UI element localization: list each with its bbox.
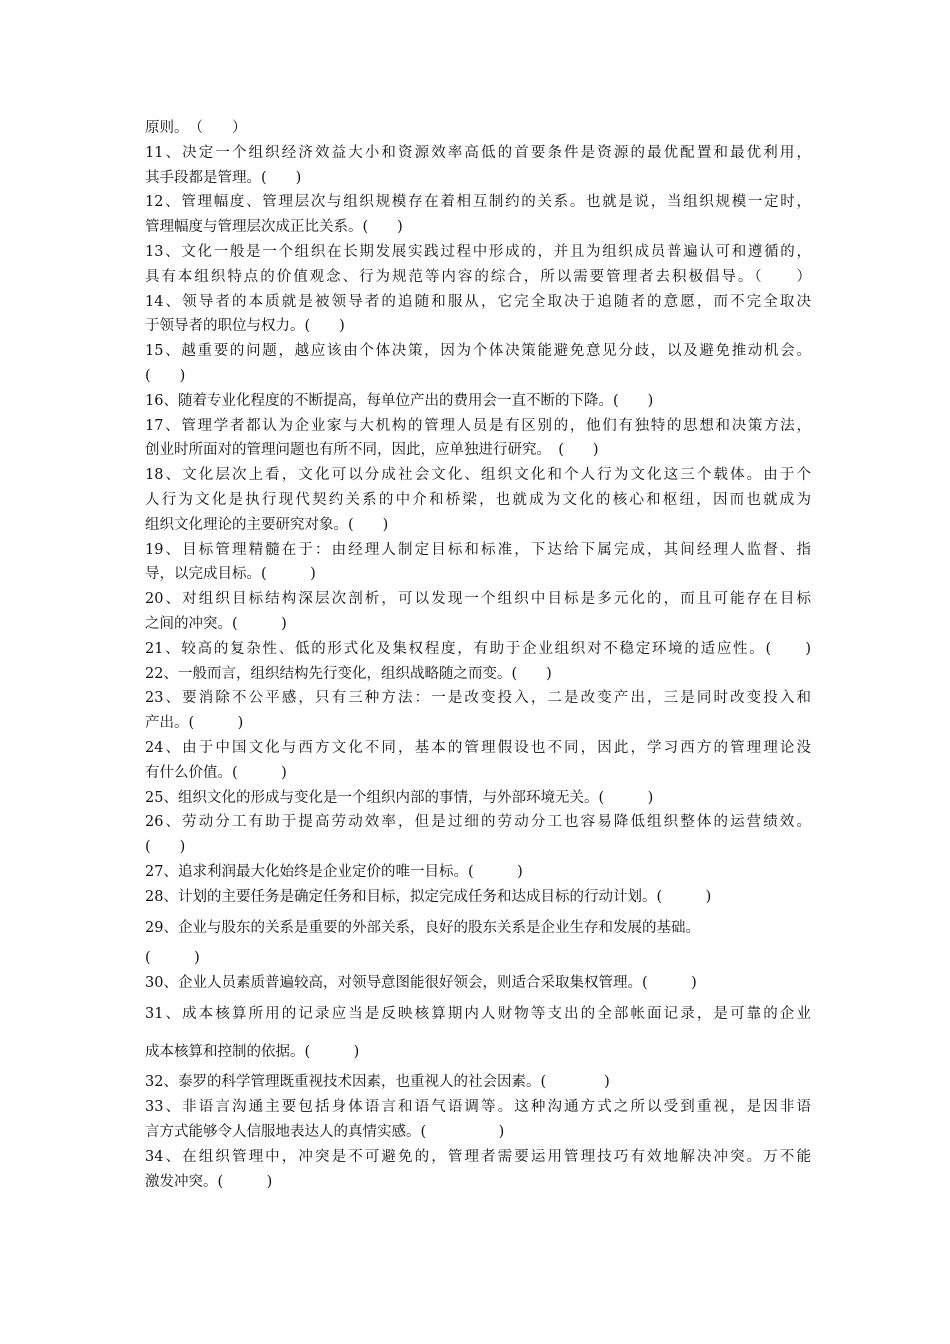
- text-line: 22、一般而言，组织结构先行变化，组织战略随之而变。( ): [145, 665, 552, 682]
- text-line: 18、文化层次上看，文化可以分成社会文化、组织文化和个人行为文化这三个载体。由于个: [145, 467, 811, 484]
- text-line: 具有本组织特点的价值观念、行为规范等内容的综合，所以需要管理者去积极倡导。（ ）: [145, 268, 811, 285]
- text-line: 16、随着专业化程度的不断提高，每单位产出的费用会一直不断的下降。( ): [145, 392, 654, 409]
- text-line: 30、企业人员素质普遍较高，对领导意图能很好领会，则适合采取集权管理。( ): [145, 975, 697, 992]
- text-line: 20、对组织目标结构深层次剖析，可以发现一个组织中目标是多元化的，而且可能存在目标: [145, 591, 811, 608]
- text-line: 成本核算和控制的依据。( ): [145, 1043, 360, 1060]
- text-line: 27、追求利润最大化始终是企业定价的唯一目标。( ): [145, 863, 523, 880]
- text-line: 于领导者的职位与权力。( ): [145, 318, 345, 335]
- text-line: ( ): [145, 950, 200, 967]
- text-line: 有什么价值。( ): [145, 764, 287, 781]
- text-line: 33、非语言沟通主要包括身体语言和语气语调等。这种沟通方式之所以受到重视，是因非语: [145, 1099, 811, 1116]
- text-line: 原则。 （ ）: [145, 120, 247, 136]
- text-line: 31、成本核算所用的记录应当是反映核算期内人财物等支出的全部帐面记录，是可靠的企业: [145, 1005, 811, 1022]
- text-line: 13、文化一般是一个组织在长期发展实践过程中形成的，并且为组织成员普遍认可和遵循的，: [145, 243, 811, 260]
- text-line: 人行为文化是执行现代契约关系的中介和桥梁，也就成为文化的核心和枢纽，因而也就成为: [145, 491, 811, 508]
- text-line: 34、在组织管理中，冲突是不可避免的，管理者需要运用管理技巧有效地解决冲突。万不能: [145, 1148, 811, 1165]
- text-line: 29、企业与股东的关系是重要的外部关系，良好的股东关系是企业生存和发展的基础。: [145, 919, 700, 936]
- text-line: 导，以完成目标。( ): [145, 566, 316, 583]
- text-line: 管理幅度与管理层次成正比关系。( ): [145, 219, 403, 236]
- text-line: 26、劳动分工有助于提高劳动效率，但是过细的劳动分工也容易降低组织整体的运营绩效。: [145, 814, 811, 831]
- text-line: ( ): [145, 839, 186, 856]
- text-line: 17、管理学者都认为企业家与大机构的管理人员是有区别的，他们有独特的思想和决策方法，: [145, 417, 811, 434]
- text-line: 32、泰罗的科学管理既重视技术因素，也重视人的社会因素。( ): [145, 1074, 610, 1091]
- text-line: 其手段都是管理。( ): [145, 169, 302, 186]
- text-line: 24、由于中国文化与西方文化不同，基本的管理假设也不同，因此，学习西方的管理理论没: [145, 739, 811, 756]
- text-line: 组织文化理论的主要研究对象。( ): [145, 516, 389, 533]
- text-line: 14、领导者的本质就是被领导者的追随和服从，它完全取决于追随者的意愿，而不完全取决: [145, 293, 811, 310]
- text-line: 之间的冲突。( ): [145, 615, 287, 632]
- text-line: 15、越重要的问题，越应该由个体决策，因为个体决策能避免意见分歧，以及避免推动机会。: [145, 343, 811, 360]
- text-line: 23、要消除不公平感，只有三种方法：一是改变投入，二是改变产出，三是同时改变投入和: [145, 690, 811, 707]
- text-line: 28、计划的主要任务是确定任务和目标，拟定完成任务和达成目标的行动计划。( ): [145, 888, 712, 905]
- text-line: 11、决定一个组织经济效益大小和资源效率高低的首要条件是资源的最优配置和最优利用，: [145, 144, 811, 161]
- text-line: 创业时所面对的管理问题也有所不同，因此，应单独进行研究。 ( ): [145, 442, 599, 459]
- document-body: [145, 116, 811, 1194]
- text-line: 25、组织文化的形成与变化是一个组织内部的事情，与外部环境无关。( ): [145, 789, 654, 806]
- text-line: 激发冲突。( ): [145, 1173, 273, 1190]
- text-line: ( ): [145, 367, 186, 384]
- text-line: 12、管理幅度、管理层次与组织规模存在着相互制约的关系。也就是说，当组织规模一定时，: [145, 194, 811, 211]
- text-line: 产出。( ): [145, 715, 244, 732]
- text-line: 21、较高的复杂性、低的形式化及集权程度，有助于企业组织对不稳定环境的适应性。( ): [145, 640, 811, 657]
- text-line: 言方式能够令人信服地表达人的真情实感。( ): [145, 1124, 505, 1141]
- text-line: 19、目标管理精髓在于：由经理人制定目标和标准，下达给下属完成，其间经理人监督、指: [145, 541, 811, 558]
